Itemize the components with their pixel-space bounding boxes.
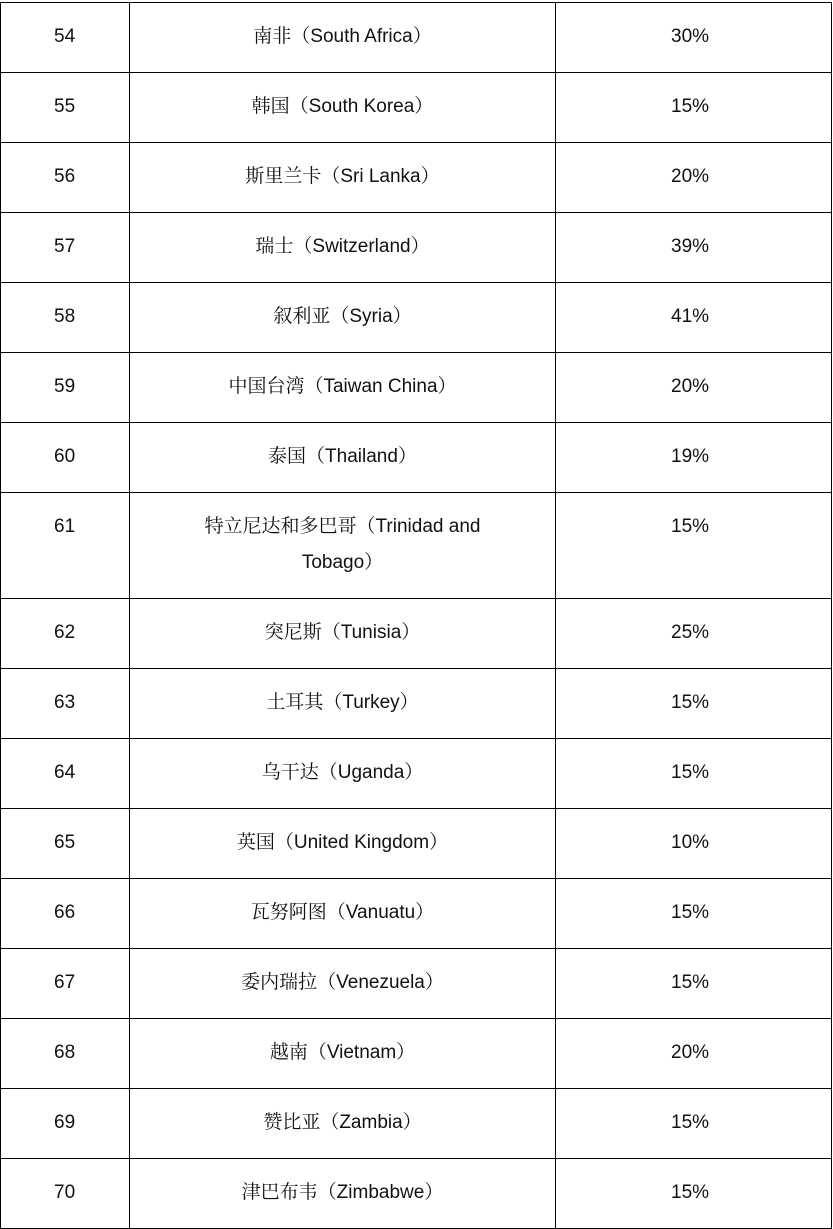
country-name: 委内瑞拉（Venezuela） — [130, 949, 556, 1019]
country-name: 赞比亚（Zambia） — [130, 1089, 556, 1159]
row-number: 54 — [1, 3, 130, 73]
country-name: 斯里兰卡（Sri Lanka） — [130, 143, 556, 213]
tariff-rate: 15% — [556, 73, 832, 143]
tariff-rate: 15% — [556, 493, 832, 599]
tariff-table — [0, 2, 832, 1229]
row-number: 64 — [1, 739, 130, 809]
table-row — [1, 949, 832, 1019]
row-number: 68 — [1, 1019, 130, 1089]
row-number: 69 — [1, 1089, 130, 1159]
table-row — [1, 423, 832, 493]
tariff-rate: 15% — [556, 1159, 832, 1229]
tariff-rate: 41% — [556, 283, 832, 353]
country-name: 叙利亚（Syria） — [130, 283, 556, 353]
row-number: 67 — [1, 949, 130, 1019]
table-row — [1, 353, 832, 423]
table-row — [1, 213, 832, 283]
tariff-rate: 15% — [556, 1089, 832, 1159]
table-row — [1, 283, 832, 353]
country-name: 泰国（Thailand） — [130, 423, 556, 493]
tariff-rate: 20% — [556, 353, 832, 423]
table-row — [1, 809, 832, 879]
tariff-rate: 25% — [556, 599, 832, 669]
table-row — [1, 3, 832, 73]
tariff-rate: 15% — [556, 949, 832, 1019]
table-row — [1, 73, 832, 143]
country-name: 韩国（South Korea） — [130, 73, 556, 143]
tariff-rate: 15% — [556, 739, 832, 809]
table-row — [1, 599, 832, 669]
country-name: 南非（South Africa） — [130, 3, 556, 73]
tariff-rate: 15% — [556, 879, 832, 949]
table-row — [1, 879, 832, 949]
table-row — [1, 143, 832, 213]
tariff-rate: 10% — [556, 809, 832, 879]
table-row — [1, 493, 832, 599]
country-name: 特立尼达和多巴哥（Trinidad and Tobago） — [130, 493, 556, 599]
row-number: 70 — [1, 1159, 130, 1229]
table-row — [1, 739, 832, 809]
country-name: 瓦努阿图（Vanuatu） — [130, 879, 556, 949]
row-number: 65 — [1, 809, 130, 879]
country-name: 越南（Vietnam） — [130, 1019, 556, 1089]
table-row — [1, 1019, 832, 1089]
row-number: 55 — [1, 73, 130, 143]
country-name: 津巴布韦（Zimbabwe） — [130, 1159, 556, 1229]
row-number: 57 — [1, 213, 130, 283]
tariff-rate: 39% — [556, 213, 832, 283]
row-number: 60 — [1, 423, 130, 493]
table-row — [1, 1089, 832, 1159]
country-name: 乌干达（Uganda） — [130, 739, 556, 809]
country-name: 中国台湾（Taiwan China） — [130, 353, 556, 423]
tariff-rate: 30% — [556, 3, 832, 73]
country-name: 突尼斯（Tunisia） — [130, 599, 556, 669]
tariff-rate: 19% — [556, 423, 832, 493]
tariff-rate: 20% — [556, 1019, 832, 1089]
row-number: 61 — [1, 493, 130, 599]
table-row — [1, 669, 832, 739]
tariff-rate: 15% — [556, 669, 832, 739]
row-number: 66 — [1, 879, 130, 949]
row-number: 63 — [1, 669, 130, 739]
country-name: 土耳其（Turkey） — [130, 669, 556, 739]
country-name: 瑞士（Switzerland） — [130, 213, 556, 283]
row-number: 58 — [1, 283, 130, 353]
row-number: 56 — [1, 143, 130, 213]
row-number: 62 — [1, 599, 130, 669]
country-name: 英国（United Kingdom） — [130, 809, 556, 879]
table-row — [1, 1159, 832, 1229]
row-number: 59 — [1, 353, 130, 423]
tariff-rate: 20% — [556, 143, 832, 213]
